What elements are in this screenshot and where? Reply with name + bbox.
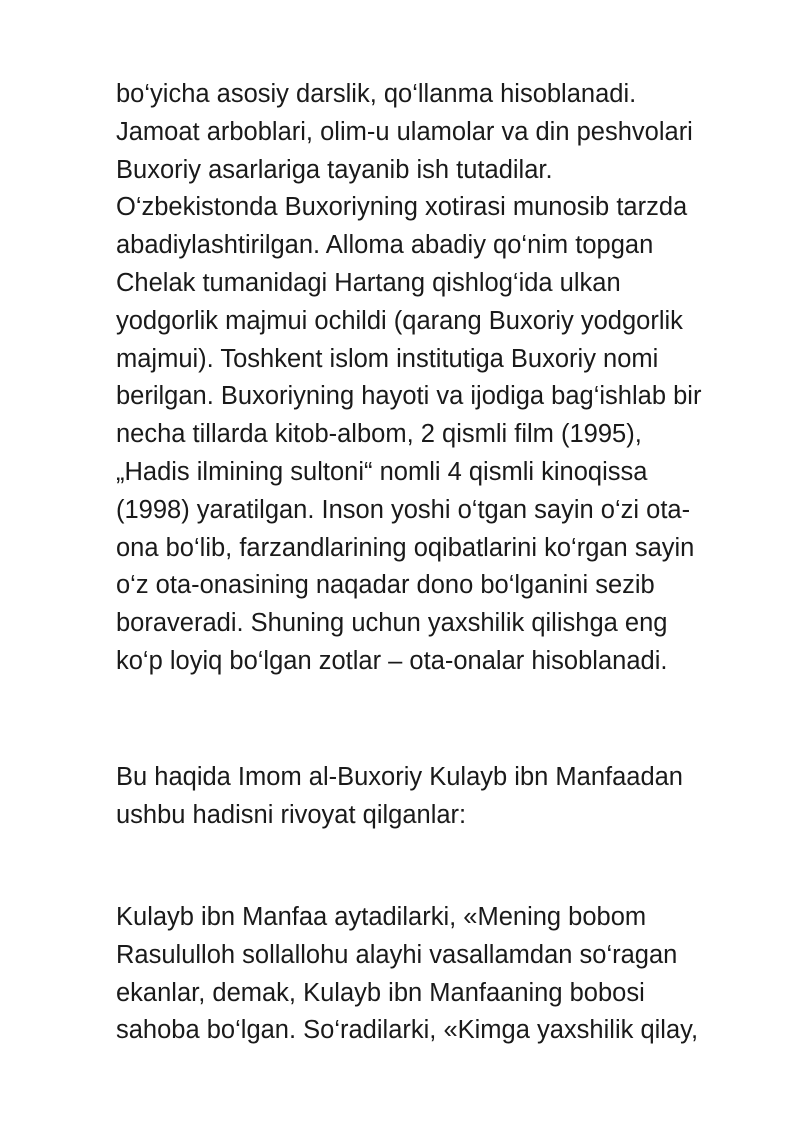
paragraph-line: o‘z ota-onasining naqadar dono bo‘lganini sezib <box>116 571 655 600</box>
paragraph-line: Kulayb ibn Manfaa aytadilarki, «Mening bobom <box>116 903 647 931</box>
paragraph-1 <box>116 76 776 681</box>
paragraph-line: (1998) yaratilgan. Inson yoshi o‘tgan sayin o‘zi ota- <box>116 495 691 524</box>
paragraph-line: majmui). Toshkent islom institutiga Buxoriy nomi <box>116 344 659 373</box>
paragraph-line: berilgan. Buxoriyning hayoti va ijodiga bag‘ishlab bir <box>116 382 702 411</box>
paragraph-line: ona bo‘lib, farzandlarining oqibatlarini ko‘rgan sayin <box>116 533 695 562</box>
paragraph-line: ekanlar, demak, Kulayb ibn Manfaaning bobosi <box>116 978 645 1007</box>
paragraph-line: yodgorlik majmui ochildi (qarang Buxoriy yodgorlik <box>116 306 683 335</box>
paragraph-line: abadiylashtirilgan. Alloma abadiy qo‘nim topgan <box>116 231 654 260</box>
paragraph-line: ushbu hadisni rivoyat qilganlar: <box>116 800 467 829</box>
paragraph-line: sahoba bo‘lgan. So‘radilarki, «Kimga yaxshilik qilay, <box>116 1016 699 1045</box>
paragraph-line: Chelak tumanidagi Hartang qishlog‘ida ulkan <box>116 268 621 297</box>
paragraph-line: boraveradi. Shuning uchun yaxshilik qilishga eng <box>116 609 668 638</box>
paragraph-line: O‘zbekistonda Buxoriyning xotirasi munosib tarzda <box>116 193 688 222</box>
paragraph-line: Buxoriy asarlariga tayanib ish tutadilar. <box>116 155 553 184</box>
paragraph-line: „Hadis ilmining sultoni“ nomli 4 qismli kinoqissa <box>116 457 648 486</box>
paragraph-line: ko‘p loyiq bo‘lgan zotlar – ota-onalar hisoblanadi. <box>116 646 668 675</box>
paragraph-line: Rasululloh sollallohu alayhi vasallamdan so‘ragan <box>116 940 678 969</box>
paragraph-line: Jamoat arboblari, olim-u ulamolar va din peshvolari <box>116 117 693 146</box>
paragraph-2 <box>116 759 776 835</box>
paragraph-line: Bu haqida Imom al-Buxoriy Kulayb ibn Manfaadan <box>116 763 683 791</box>
paragraph-line: necha tillarda kitob-albom, 2 qismli film (1995), <box>116 420 642 449</box>
paragraph-line: bo‘yicha asosiy darslik, qo‘llanma hisoblanadi. <box>116 80 637 108</box>
paragraph-3 <box>116 899 776 1050</box>
